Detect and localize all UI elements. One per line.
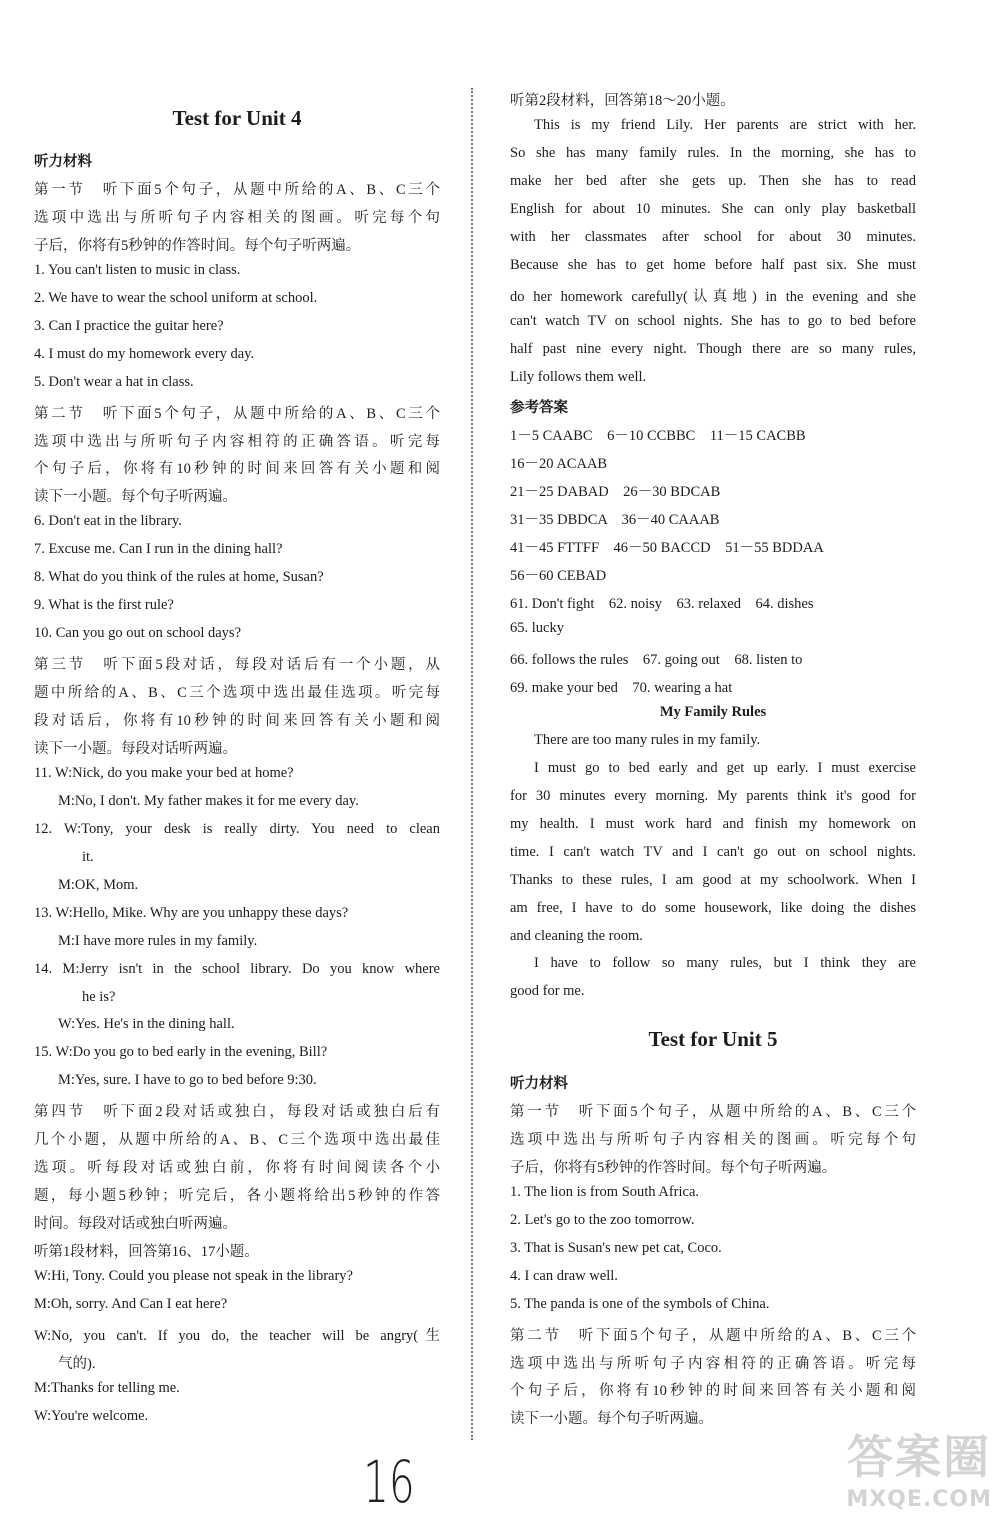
watermark-line1: 答案圈 xyxy=(847,1430,992,1484)
text-line: 2. We have to wear the school uniform at school. xyxy=(34,289,318,306)
text-line: 时间。每段对话或独白听两遍。 xyxy=(34,1216,237,1233)
unit4-title: Test for Unit 4 xyxy=(172,106,302,130)
text-line: do her homework carefully(认真地) in the evening and she xyxy=(510,288,916,305)
page-number: 16 xyxy=(363,1448,415,1516)
text-line: 41－45 FTTFF 46－50 BACCD 51－55 BDDAA xyxy=(510,540,824,557)
text-line: 气的). xyxy=(58,1355,96,1372)
text-line: my health. I must work hard and finish my homework on xyxy=(510,815,916,832)
text-line: 个句子后，你将有10秒钟的时间来回答有关小题和阅 xyxy=(34,461,440,478)
text-line: 读下一小题。每段对话听两遍。 xyxy=(34,740,237,757)
text-line: 69. make your bed 70. wearing a hat xyxy=(510,679,733,696)
text-line: W:No, you can't. If you do, the teacher will be angry(生 xyxy=(34,1327,440,1344)
text-line: 3. Can I practice the guitar here? xyxy=(34,317,224,334)
text-line: and cleaning the room. xyxy=(510,927,643,944)
text-line: 读下一小题。每个句子听两遍。 xyxy=(510,1411,713,1428)
text-line: 3. That is Susan's new pet cat, Coco. xyxy=(510,1239,722,1256)
text-line: So she has many family rules. In the morning, she has to xyxy=(510,144,916,161)
text-line: with her classmates after school for about 30 minutes. xyxy=(510,228,916,245)
text-line: English for about 10 minutes. She can only play basketball xyxy=(510,200,916,217)
unit5-title: Test for Unit 5 xyxy=(648,1027,778,1051)
text-line: 参考答案 xyxy=(510,400,568,417)
text-line: 听力材料 xyxy=(510,1076,568,1092)
text-line: M:No, I don't. My father makes it for me every day. xyxy=(58,792,359,809)
text-line: 第四节 听下面2段对话或独白，每段对话或独白后有 xyxy=(34,1104,440,1121)
text-line: 题，每小题5秒钟；听完后，各小题将给出5秒钟的作答 xyxy=(34,1188,440,1205)
text-line: am free, I have to do some housework, like doing the dishes xyxy=(510,899,916,916)
text-line: for 30 minutes every morning. My parents think it's good for xyxy=(510,787,916,804)
text-line: 11. W:Nick, do you make your bed at home? xyxy=(34,764,294,781)
text-line: 个句子后，你将有10秒钟的时间来回答有关小题和阅 xyxy=(510,1383,916,1400)
text-line: it. xyxy=(82,848,94,865)
text-line: 4. I can draw well. xyxy=(510,1267,618,1284)
text-line: 选项中选出与所听句子内容相关的图画。听完每个句 xyxy=(510,1131,916,1148)
text-line: M:OK, Mom. xyxy=(58,876,139,893)
text-line: 9. What is the first rule? xyxy=(34,597,174,614)
text-line: 16－20 ACAAB xyxy=(510,456,608,473)
column-divider xyxy=(471,88,473,1440)
text-line: 5. Don't wear a hat in class. xyxy=(34,373,194,390)
text-line: 第二节 听下面5个句子，从题中所给的A、B、C三个 xyxy=(34,405,440,422)
text-line: M:Oh, sorry. And Can I eat here? xyxy=(34,1295,228,1312)
text-line: M:Yes, sure. I have to go to bed before 9:30. xyxy=(58,1072,317,1089)
text-line: 子后，你将有5秒钟的作答时间。每个句子听两遍。 xyxy=(34,237,361,254)
text-line: 14. M:Jerry isn't in the school library. Do you know where xyxy=(34,960,440,977)
text-line: 5. The panda is one of the symbols of China. xyxy=(510,1295,770,1312)
text-line: There are too many rules in my family. xyxy=(534,731,761,748)
text-line: half past nine every night. Though there are so many rules, xyxy=(510,340,916,357)
text-line: 56－60 CEBAD xyxy=(510,568,607,585)
text-line: 12. W:Tony, your desk is really dirty. You need to clean xyxy=(34,820,440,837)
text-line: Because she has to get home before half past six. She must xyxy=(510,256,916,273)
text-line: 21－25 DABAD 26－30 BDCAB xyxy=(510,484,721,501)
text-line: I have to follow so many rules, but I think they are xyxy=(534,955,916,972)
text-line: 题中所给的A、B、C三个选项中选出最佳选项。听完每 xyxy=(34,685,440,702)
text-line: 31－35 DBDCA 36－40 CAAAB xyxy=(510,512,720,529)
text-line: 听第1段材料，回答第16、17小题。 xyxy=(34,1244,259,1261)
text-line: 6. Don't eat in the library. xyxy=(34,513,182,530)
text-line: M:Thanks for telling me. xyxy=(34,1379,180,1396)
text-line: 15. W:Do you go to bed early in the evening, Bill? xyxy=(34,1044,328,1061)
text-line: 13. W:Hello, Mike. Why are you unhappy these days? xyxy=(34,904,349,921)
text-line: 选项。听每段对话或独白前，你将有时间阅读各个小 xyxy=(34,1160,440,1177)
text-line: 段对话后，你将有10秒钟的时间来回答有关小题和阅 xyxy=(34,713,440,729)
watermark-line2: MXQE.COM xyxy=(846,1487,992,1512)
text-line: 子后，你将有5秒钟的作答时间。每个句子听两遍。 xyxy=(510,1159,837,1176)
watermark-logo xyxy=(846,1421,992,1512)
text-line: W:Yes. He's in the dining hall. xyxy=(58,1016,235,1033)
text-line: 第三节 听下面5段对话，每段对话后有一个小题，从 xyxy=(34,657,440,674)
text-line: I must go to bed early and get up early. I must exercise xyxy=(534,759,916,776)
text-line: 61. Don't fight 62. noisy 63. relaxed 64. dishes xyxy=(510,596,814,613)
text-line: good for me. xyxy=(510,983,585,1000)
text-line: 4. I must do my homework every day. xyxy=(34,345,255,362)
text-line: 读下一小题。每个句子听两遍。 xyxy=(34,489,237,506)
text-line: This is my friend Lily. Her parents are strict with her. xyxy=(534,116,916,133)
text-line: 1－5 CAABC 6－10 CCBBC 11－15 CACBB xyxy=(510,428,806,445)
text-line: can't watch TV on school nights. She has to go to bed before xyxy=(510,312,916,329)
text-line: 听力材料 xyxy=(34,154,92,170)
text-line: 1. You can't listen to music in class. xyxy=(34,261,241,278)
text-line: he is? xyxy=(82,988,116,1005)
text-line: 第一节 听下面5个句子，从题中所给的A、B、C三个 xyxy=(510,1103,916,1120)
text-line: 听第2段材料，回答第18～20小题。 xyxy=(510,93,735,109)
text-line: 10. Can you go out on school days? xyxy=(34,625,242,642)
text-line: 选项中选出与所听句子内容相关的图画。听完每个句 xyxy=(34,209,440,226)
text-line: 选项中选出与所听句子内容相符的正确答语。听完每 xyxy=(34,433,440,450)
text-line: time. I can't watch TV and I can't go out on school nights. xyxy=(510,843,916,860)
text-line: 1. The lion is from South Africa. xyxy=(510,1183,700,1200)
text-line: My Family Rules xyxy=(659,703,767,720)
text-line: 65. lucky xyxy=(510,620,564,637)
text-line: 7. Excuse me. Can I run in the dining hall? xyxy=(34,541,283,558)
text-line: 选项中选出与所听句子内容相符的正确答语。听完每 xyxy=(510,1355,916,1372)
text-line: 66. follows the rules 67. going out 68. listen to xyxy=(510,652,803,668)
text-line: 第二节 听下面5个句子，从题中所给的A、B、C三个 xyxy=(510,1327,916,1344)
text-line: make her bed after she gets up. Then she has to read xyxy=(510,172,916,189)
text-line: Lily follows them well. xyxy=(510,368,647,385)
text-line: 2. Let's go to the zoo tomorrow. xyxy=(510,1211,695,1228)
text-line: 第一节 听下面5个句子，从题中所给的A、B、C三个 xyxy=(34,181,440,198)
text-line: 8. What do you think of the rules at home, Susan? xyxy=(34,569,324,586)
text-line: M:I have more rules in my family. xyxy=(58,932,258,949)
text-line: Thanks to these rules, I am good at my schoolwork. When I xyxy=(510,871,916,888)
text-line: W:Hi, Tony. Could you please not speak in the library? xyxy=(34,1268,353,1284)
text-line: W:You're welcome. xyxy=(34,1407,149,1424)
text-line: 几个小题，从题中所给的A、B、C三个选项中选出最佳 xyxy=(34,1132,440,1149)
